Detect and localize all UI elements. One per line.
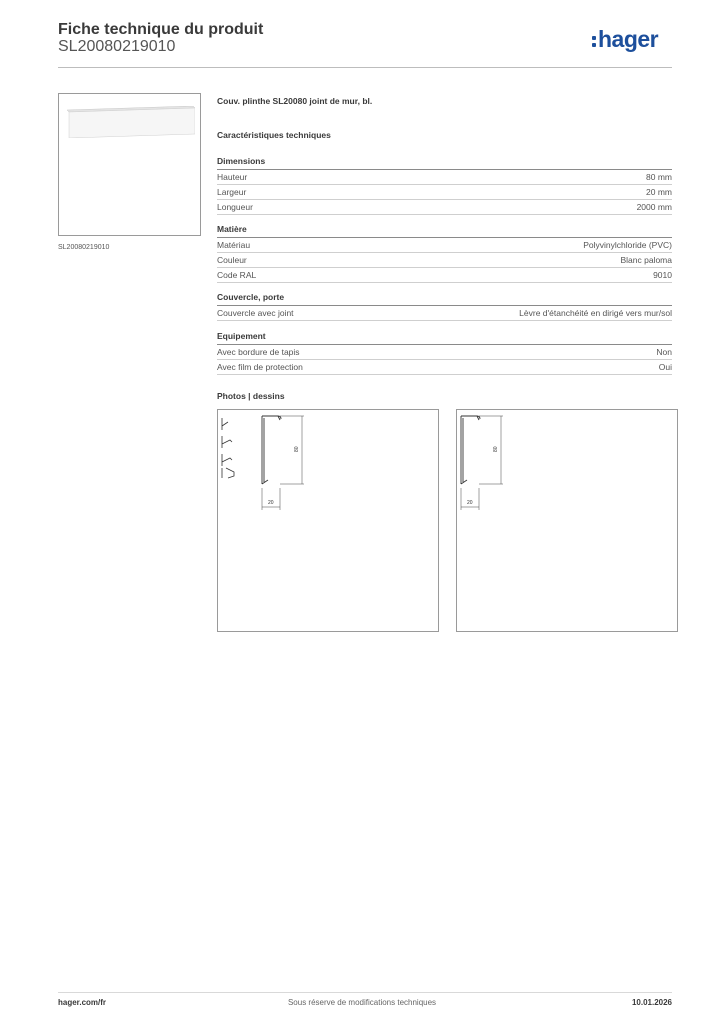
width-dimension-label: 20: [467, 500, 473, 506]
section-matiere: [217, 224, 672, 283]
product-image-frame: [58, 93, 201, 236]
section-title: Matière: [217, 224, 672, 238]
row-label: Largeur: [217, 187, 247, 197]
height-dimension-label: 80: [294, 446, 300, 452]
row-label: Longueur: [217, 202, 253, 212]
table-row: [217, 185, 672, 200]
header-divider: [58, 67, 672, 68]
row-value: 2000 mm: [636, 202, 672, 212]
product-image: [67, 106, 195, 138]
photos-heading: Photos | dessins: [217, 391, 285, 401]
table-row: [217, 268, 672, 283]
row-value: Polyvinylchloride (PVC): [583, 240, 672, 250]
product-reference: SL20080219010: [58, 38, 176, 55]
table-row: [217, 253, 672, 268]
row-label: Avec film de protection: [217, 362, 303, 372]
row-label: Couleur: [217, 255, 247, 265]
profile-drawing: [457, 410, 679, 633]
table-row: [217, 238, 672, 253]
footer-date: 10.01.2026: [631, 998, 672, 1007]
row-value: 9010: [653, 270, 672, 280]
footer-website-link[interactable]: hager.com/fr: [58, 998, 107, 1007]
logo-dots-icon: [592, 33, 597, 47]
technical-drawing-1: [217, 409, 439, 632]
table-row: [217, 306, 672, 321]
section-dimensions: [217, 156, 672, 215]
section-title: Equipement: [217, 331, 672, 345]
section-title: Couvercle, porte: [217, 292, 672, 306]
table-row: [217, 345, 672, 360]
row-label: Couvercle avec joint: [217, 308, 294, 318]
width-dimension-label: 20: [268, 500, 274, 506]
hager-logo: [592, 26, 658, 53]
section-title: Dimensions: [217, 156, 672, 170]
row-value: 80 mm: [646, 172, 672, 182]
row-value: Lèvre d'étanchéité en dirigé vers mur/sol: [519, 308, 672, 318]
table-row: [217, 170, 672, 185]
row-label: Code RAL: [217, 270, 257, 280]
technical-drawing-2: [456, 409, 678, 632]
row-label: Avec bordure de tapis: [217, 347, 300, 357]
section-equipement: [217, 331, 672, 375]
profile-drawing: [218, 410, 440, 633]
row-value: Non: [656, 347, 672, 357]
table-row: [217, 360, 672, 375]
product-name: Couv. plinthe SL20080 joint de mur, bl.: [217, 96, 373, 106]
row-label: Hauteur: [217, 172, 248, 182]
characteristics-heading: Caractéristiques techniques: [217, 130, 331, 140]
footer-divider: [58, 992, 672, 993]
section-couvercle: [217, 292, 672, 321]
height-dimension-label: 80: [493, 446, 499, 452]
footer-disclaimer: Sous réserve de modifications techniques: [287, 998, 437, 1007]
table-row: [217, 200, 672, 215]
logo-text: hager: [598, 26, 659, 52]
row-value: Oui: [658, 362, 672, 372]
page-title: Fiche technique du produit: [58, 21, 264, 38]
row-value: 20 mm: [646, 187, 672, 197]
row-label: Matériau: [217, 240, 251, 250]
product-image-caption: SL20080219010: [58, 244, 110, 251]
row-value: Blanc paloma: [620, 255, 672, 265]
